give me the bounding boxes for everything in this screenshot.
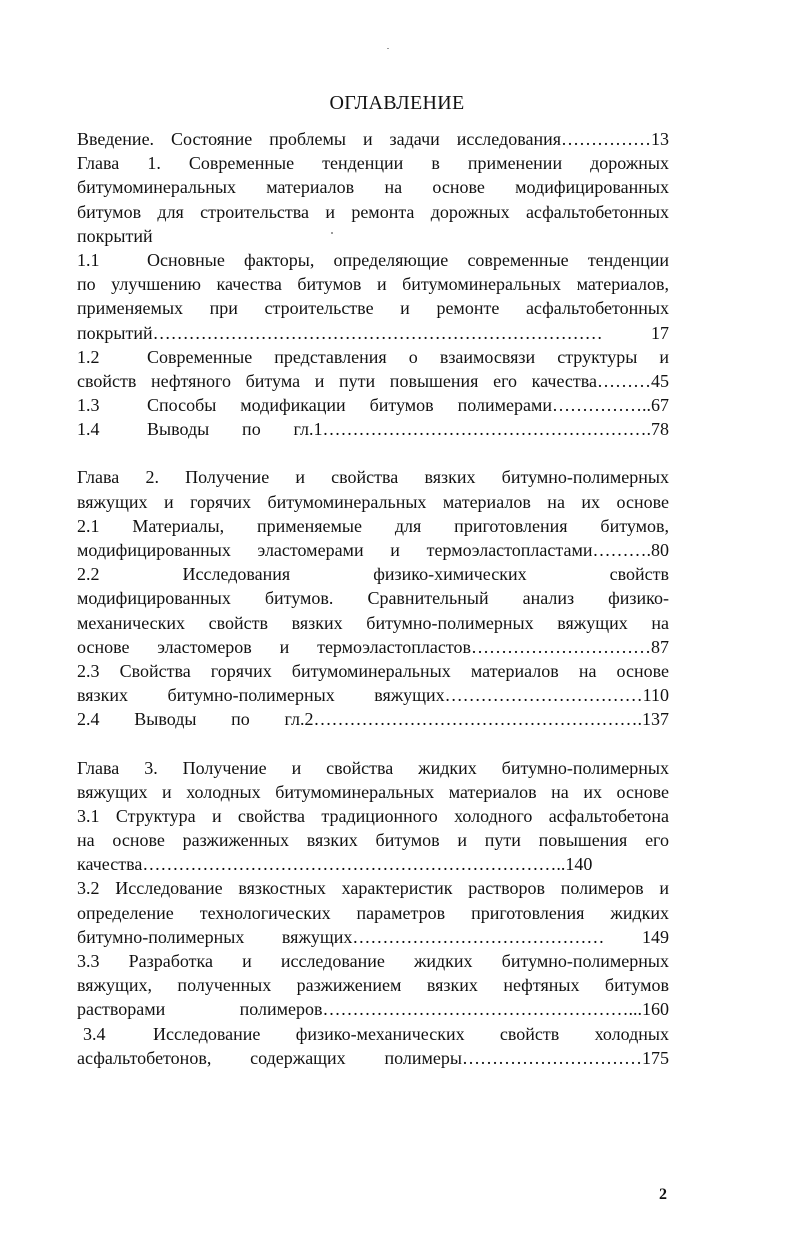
toc-line-text: модифицированных битумов. Сравнительный анализ физико- — [77, 588, 669, 609]
toc-line — [77, 490, 669, 514]
toc-line — [77, 780, 669, 804]
toc-line — [77, 901, 669, 925]
toc-line — [77, 538, 669, 562]
toc-line-text: применяемых при строительстве и ремонте асфальтобетонных — [77, 298, 669, 319]
toc-line-text: 2.1 Материалы, применяемые для приготовления битумов, — [77, 515, 669, 536]
toc-line — [77, 611, 669, 635]
toc-line — [77, 852, 669, 876]
toc-line — [77, 876, 669, 900]
toc-section — [77, 465, 669, 731]
scan-speck — [331, 232, 333, 234]
toc-line-text: основе эластомеров и термоэластопластов…………………………87 — [77, 636, 669, 657]
toc-line-text: Глава 2. Получение и свойства вязких битумно-полимерных — [77, 467, 669, 488]
toc-line — [77, 345, 669, 369]
toc-line-text: 3.2 Исследование вязкостных характеристик растворов полимеров и — [77, 878, 669, 899]
toc-line-text: вяжущих и холодных битумоминеральных материалов на их основе — [77, 781, 669, 802]
toc-line-text: покрытий — [77, 225, 153, 246]
toc-line-text: Основные факторы, определяющие современные тенденции — [147, 249, 669, 270]
toc-line — [77, 1022, 669, 1046]
toc-line — [77, 635, 669, 659]
toc-line — [77, 997, 669, 1021]
toc-line — [77, 151, 669, 175]
toc-line-text: битумоминеральных материалов на основе модифицированных — [77, 177, 669, 198]
toc-line — [77, 804, 669, 828]
toc-line — [77, 175, 669, 199]
page-title: ОГЛАВЛЕНИЕ — [329, 92, 465, 114]
toc-line-text: Современные представления о взаимосвязи структуры и — [147, 346, 669, 367]
toc-line-text: 2.3 Свойства горячих битумоминеральных материалов на основе — [77, 660, 669, 681]
toc-line — [77, 127, 669, 151]
toc-line-text: Выводы по гл.1……………………………………………….78 — [147, 419, 669, 440]
toc-line — [77, 200, 669, 224]
toc-line-text: Глава 1. Современные тенденции в применении дорожных — [77, 153, 669, 174]
toc-line-text: механических свойств вязких битумно-полимерных вяжущих на — [77, 612, 669, 633]
toc-line — [77, 417, 669, 441]
toc-line-text: по улучшению качества битумов и битумоминеральных материалов, — [77, 274, 669, 295]
toc-line-text: Способы модификации битумов полимерами……………..67 — [147, 395, 669, 416]
toc-line-text: вяжущих и горячих битумоминеральных материалов на их основе — [77, 491, 669, 512]
toc-item-number: 1.3 — [77, 395, 100, 416]
toc-line — [77, 514, 669, 538]
toc-line-text: 2.2 Исследования физико-химических свойств — [77, 564, 669, 585]
toc-line — [77, 465, 669, 489]
toc-line — [77, 949, 669, 973]
toc-line — [77, 659, 669, 683]
toc-line — [77, 828, 669, 852]
toc-line — [77, 683, 669, 707]
toc-line — [77, 1046, 669, 1070]
toc-line-text: качества……………………………………………………………..140 — [77, 854, 593, 875]
toc-line — [77, 393, 669, 417]
toc-section — [77, 127, 669, 441]
toc-line — [77, 756, 669, 780]
table-of-contents — [77, 127, 669, 1070]
toc-line-text: определение технологических параметров приготовления жидких — [77, 902, 669, 923]
toc-line-text: модифицированных эластомерами и термоэластопластами……….80 — [77, 540, 669, 560]
toc-line-text: 2.4 Выводы по гл.2……………………………………………….137 — [77, 709, 669, 730]
toc-line-text: Исследование физико-механических свойств холодных — [153, 1023, 669, 1044]
toc-line-text: битумно-полимерных вяжущих…………………………………… 149 — [77, 926, 669, 947]
toc-line-text: Глава 3. Получение и свойства жидких битумно-полимерных — [77, 757, 669, 778]
toc-line — [77, 586, 669, 610]
toc-line — [77, 707, 669, 731]
toc-line — [77, 562, 669, 586]
toc-line-text: вязких битумно-полимерных вяжущих……………………………110 — [77, 685, 669, 706]
toc-section — [77, 756, 669, 1070]
toc-item-number: 1.4 — [77, 419, 100, 440]
toc-item-number: 1.2 — [77, 346, 100, 367]
toc-line — [77, 248, 669, 272]
toc-line — [77, 272, 669, 296]
toc-item-number: 3.4 — [83, 1023, 106, 1044]
toc-line-text: растворами полимеров……………………………………………...160 — [77, 999, 669, 1020]
toc-line-text: вяжущих, полученных разжижением вязких нефтяных битумов — [77, 975, 669, 996]
toc-line-text: 3.3 Разработка и исследование жидких битумно-полимерных — [77, 951, 669, 971]
toc-line-text: на основе разжиженных вязких битумов и пути повышения его — [77, 830, 669, 851]
toc-line-text: покрытий………………………………………………………………… 17 — [77, 322, 669, 343]
toc-line-text: битумов для строительства и ремонта дорожных асфальтобетонных — [77, 201, 669, 222]
toc-line — [77, 369, 669, 393]
toc-line — [77, 224, 669, 248]
toc-line — [77, 321, 669, 345]
toc-line — [77, 925, 669, 949]
toc-line-text: Введение. Состояние проблемы и задачи исследования……………13 — [77, 129, 669, 149]
scan-speck — [387, 48, 389, 49]
toc-line-text: асфальтобетонов, содержащих полимеры…………………………175 — [77, 1047, 669, 1068]
toc-line-text: свойств нефтяного битума и пути повышения его качества………45 — [77, 370, 669, 391]
page-number: 2 — [659, 1186, 667, 1203]
toc-line — [77, 973, 669, 997]
toc-line — [77, 296, 669, 320]
toc-item-number: 1.1 — [77, 249, 100, 270]
toc-line-text: 3.1 Структура и свойства традиционного холодного асфальтобетона — [77, 805, 669, 826]
